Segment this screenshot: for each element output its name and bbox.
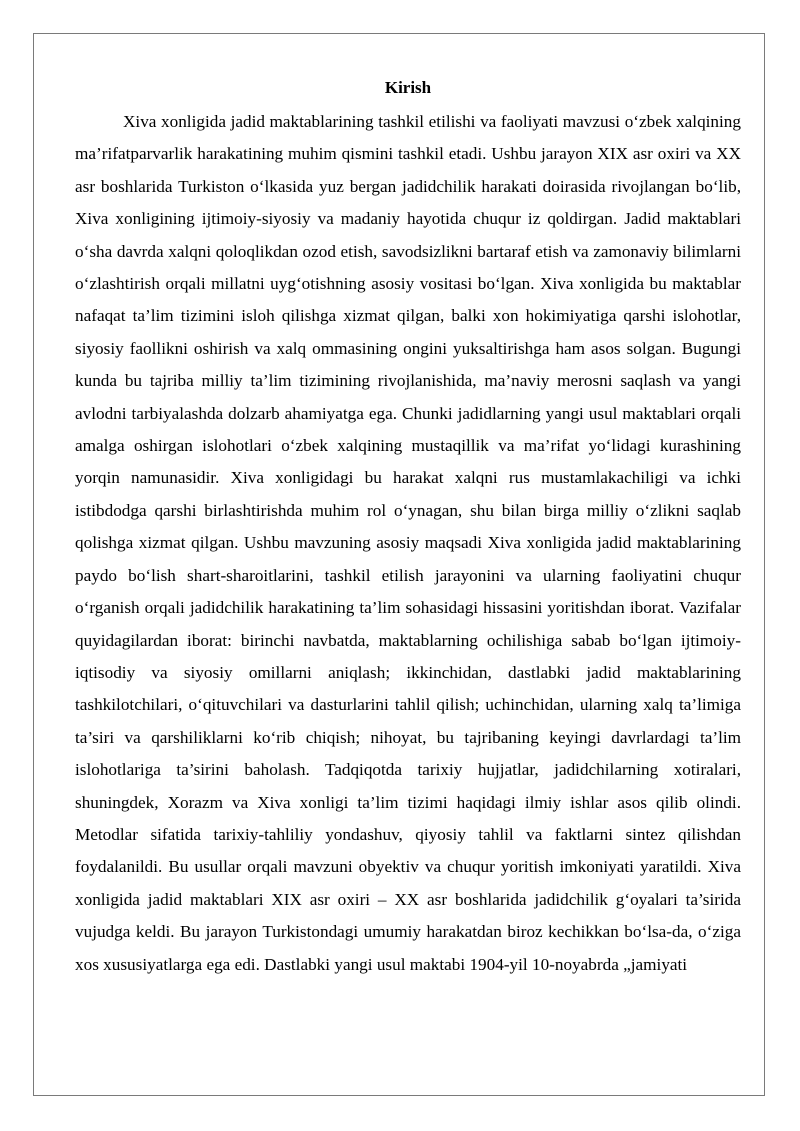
section-heading: Kirish [384, 78, 432, 97]
body-paragraph: Xiva xonligida jadid maktablarining tashkil etilishi va faoliyati mavzusi o‘zbek xalqining ma’rifatparvarlik harakatining muhim qismini tashkil etadi. Ushbu jarayon XIX asr oxiri va XX asr boshlarida Turkiston o‘lkasida yuz bergan jadidchilik harakati doirasida rivojlangan bo‘lib, Xiva xonligining ijtimoiy-siyosiy va madaniy hayotida chuqur iz qoldirgan. Jadid maktablari o‘sha davrda xalqni qoloqlikdan ozod etish, savodsizlikni bartaraf etish va zamonaviy bilimlarni o‘zlashtirish orqali millatni uyg‘otishning asosiy vositasi bo‘lgan. Xiva xonligida bu maktablar nafaqat ta’lim tizimini isloh qilishga xizmat qilgan, balki xon hokimiyatiga qarshi islohotlar, siyosiy faollikni oshirish va xalq ommasining ongini yuksaltirishga ham asos solgan. Bugungi kunda bu tajriba milliy ta’lim tizimining rivojlanishida, ma’naviy merosni saqlash va yangi avlodni tarbiyalashda dolzarb ahamiyatga ega. Chunki jadidlarning yangi usul maktablari orqali amalga oshirgan islohotlari o‘zbek xalqining mustaqillik va ma’rifat yo‘lidagi kurashining yorqin namunasidir. Xiva xonligidagi bu harakat xalqni rus mustamlakachiligi va ichki istibdodga qarshi birlashtirishda muhim rol o‘ynagan, shu bilan birga milliy o‘zlikni saqlab qolishga xizmat qilgan. Ushbu mavzuning asosiy maqsadi Xiva xonligida jadid maktablarining paydo bo‘lish shart-sharoitlarini, tashkil etilish jarayonini va ularning faoliyatini chuqur o‘rganish orqali jadidchilik harakatining ta’lim sohasidagi hissasini yoritishdan iborat. Vazifalar quyidagilardan iborat: birinchi navbatda, maktablarning ochilishiga sabab bo‘lgan ijtimoiy-iqtisodiy va siyosiy omillarni aniqlash; ikkinchidan, dastlabki jadid maktablarining tashkilotchilari, o‘qituvchilari va dasturlarini tahlil qilish; uchinchidan, ularning xalq ta’limiga ta’siri va qarshiliklarni ko‘rib chiqish; nihoyat, bu tajribaning keyingi davrlardagi ta’lim islohotlariga ta’sirini baholash. Tadqiqotda tarixiy hujjatlar, jadidchilarning xotiralari, shuningdek, Xorazm va Xiva xonligi ta’lim tizimi haqidagi ilmiy ishlar asos qilib olindi. Metodlar sifatida tarixiy-tahliliy yondashuv, qiyosiy tahlil va faktlarni sintez qilishdan foydalanildi. Bu usullar orqali mavzuni obyektiv va chuqur yoritish imkoniyati yaratildi. Xiva xonligida jadid maktablari XIX asr oxiri – XX asr boshlarida jadidchilik g‘oyalari ta’sirida vujudga keldi. Bu jarayon Turkistondagi umumiy harakatdan biroz kechikkan bo‘lsa-da, o‘ziga xos xususiyatlarga ega edi. Dastlabki yangi usul maktabi 1904-yil 10-noyabrda „jamiyati [75, 112, 741, 974]
